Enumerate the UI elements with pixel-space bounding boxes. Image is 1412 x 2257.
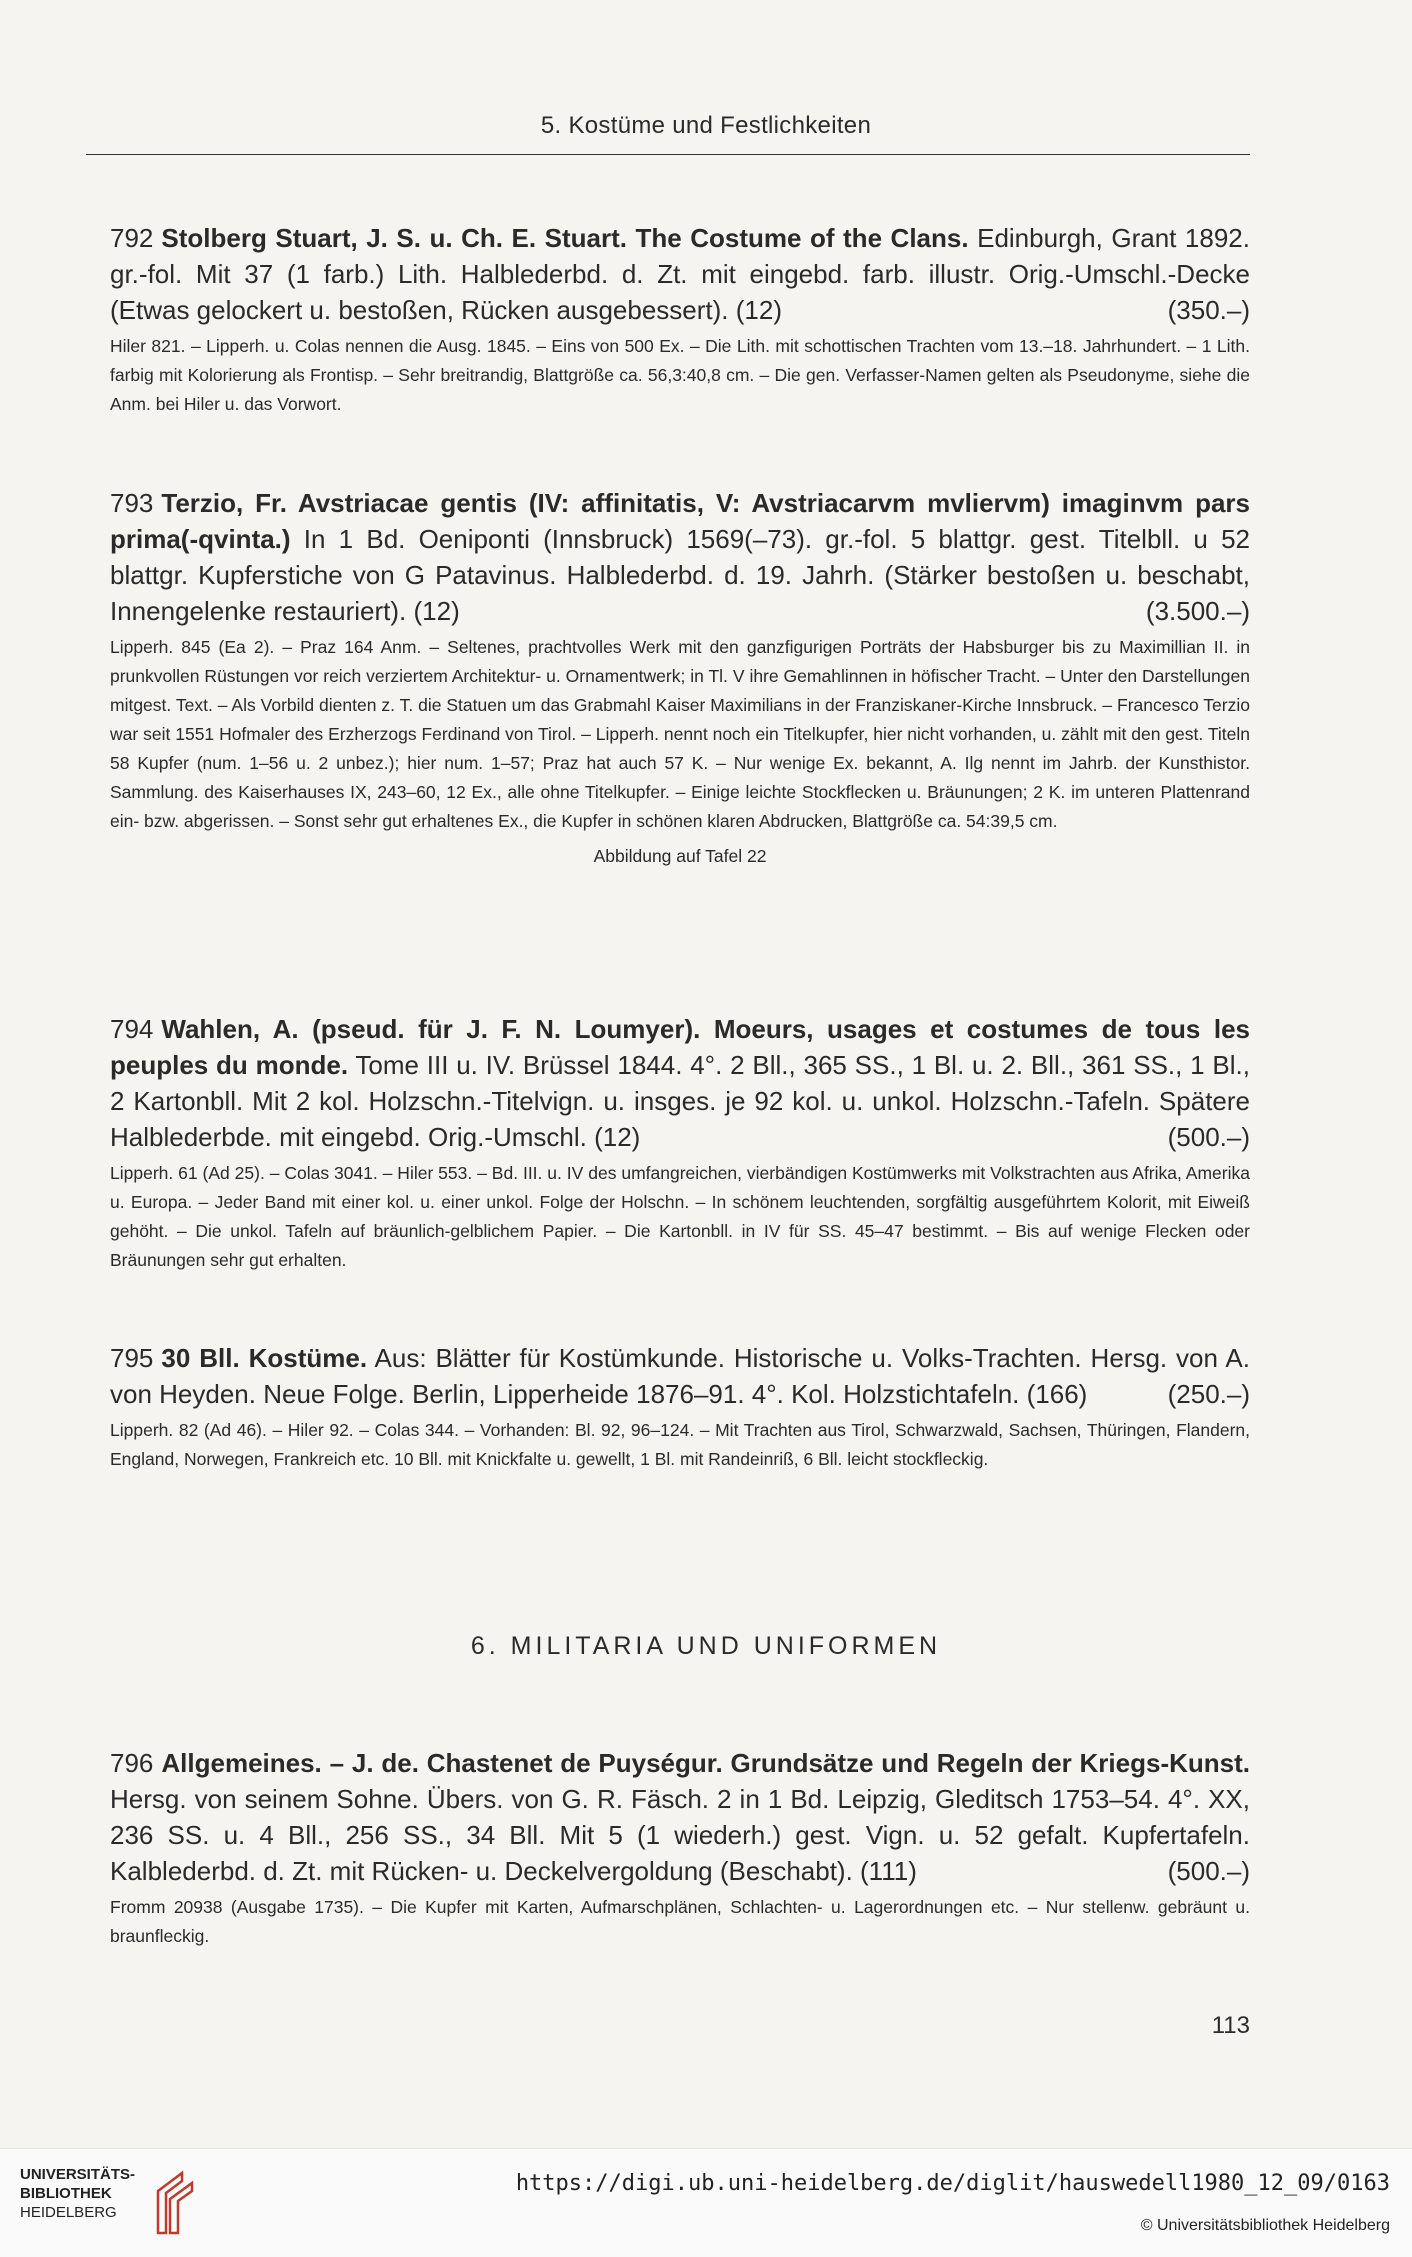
- catalog-entry-792: [110, 220, 1250, 419]
- entry-title: Wahlen, A. (pseud. für J. F. N. Loumyer). Moeurs, usages et costumes de tous les peuples du monde.: [110, 1014, 1250, 1080]
- entry-description: Aus: Blätter für Kostümkunde. Historische u. Volks-Trachten. Hersg. von A. von Heyden. Neue Folge. Berlin, Lipperheide 1876–91. 4°. Kol. Holzstichtafeln. (166): [110, 1343, 1250, 1409]
- catalog-entry-793: [110, 485, 1250, 867]
- catalog-entry-796: [110, 1745, 1250, 1951]
- entry-description: In 1 Bd. Oeniponti (Innsbruck) 1569(–73). gr.-fol. 5 blattgr. gest. Titelbll. u 52 blattgr. Kupferstiche von G Patavinus. Halblederbd. d. 19. Jahrh. (Stärker bestoßen u. beschabt, Innengelenke restauriert). (12): [110, 524, 1250, 626]
- entry-description: Tome III u. IV. Brüssel 1844. 4°. 2 Bll., 365 SS., 1 Bl. u. 2. Bll., 361 SS., 1 Bl., 2 Kartonbll. Mit 2 kol. Holzschn.-Titelvign. u. insges. je 92 kol. u. unkol. Holzschn.-Tafeln. Spätere Halblederbde. mit eingebd. Orig.-Umschl. (12): [110, 1050, 1250, 1152]
- entry-price: (500.–): [1167, 1856, 1250, 1886]
- entry-note: Lipperh. 845 (Ea 2). – Praz 164 Anm. – Seltenes, prachtvolles Werk mit den ganzfigurigen Porträts der Habsburger bis zu Maximillian II. in prunkvollen Rüstungen vor reich verziertem Architektur- u. Ornamentwerk; in Tl. V ihre Gemahlinnen in höfischer Tracht. – Unter den Darstellungen mitgest. Text. – Als Vorbild dienten z. T. die Statuen um das Grabmahl Kaiser Maximilians in der Franziskaner-Kirche Innsbruck. – Francesco Terzio war seit 1551 Hofmaler des Erzherzogs Ferdinand von Tirol. – Lipperh. nennt noch ein Titelkupfer, hier nicht vorhanden, u. zählt mit den gest. Titeln 58 Kupfer (num. 1–56 u. 2 unbez.); hier num. 1–57; Praz hat auch 57 K. – Nur wenige Ex. bekannt, A. Ilg nennt im Jahrb. der Kunsthistor. Sammlung. des Kaiserhauses IX, 243–60, 12 Ex., alle ohne Titelkupfer. – Einige leichte Stockflecken u. Bräunungen; 2 K. im unteren Plattenrand ein- bzw. abgerissen. – Sonst sehr gut erhaltenes Ex., die Kupfer in schönen klaren Abdrucken, Blattgröße ca. 54:39,5 cm.: [110, 637, 1250, 831]
- entry-number: 795: [110, 1343, 154, 1373]
- entry-description: Edinburgh, Grant 1892. gr.-fol. Mit 37 (1 farb.) Lith. Halblederbd. d. Zt. mit eingebd. farb. illustr. Orig.-Umschl.-Decke (Etwas gelockert u. bestoßen, Rücken ausgebessert). (12): [110, 223, 1250, 325]
- entry-price: (350.–): [1167, 295, 1250, 325]
- library-logo[interactable]: [20, 2165, 200, 2245]
- entry-title: Allgemeines. – J. de. Chastenet de Puységur. Grundsätze und Regeln der Kriegs-Kunst.: [161, 1748, 1250, 1778]
- logo-line-3: HEIDELBERG: [20, 2204, 117, 2221]
- entry-main: [110, 485, 1250, 629]
- entry-number: 792: [110, 223, 154, 253]
- entry-number: 794: [110, 1014, 154, 1044]
- catalog-entry-794: [110, 1011, 1250, 1275]
- entry-note: Lipperh. 82 (Ad 46). – Hiler 92. – Colas 344. – Vorhanden: Bl. 92, 96–124. – Mit Trachten aus Tirol, Schwarzwald, Sachsen, Thüringen, Flandern, England, Norwegen, Frankreich etc. 10 Bll. mit Knickfalte u. gewellt, 1 Bl. mit Randeinriß, 6 Bll. leicht stockfleckig.: [110, 1420, 1250, 1469]
- entry-number: 796: [110, 1748, 154, 1778]
- entry-title: 30 Bll. Kostüme.: [161, 1343, 368, 1373]
- entry-main: [110, 1011, 1250, 1155]
- logo-line-2: BIBLIOTHEK: [20, 2185, 112, 2202]
- copyright-notice: © Universitätsbibliothek Heidelberg: [1140, 2217, 1390, 2234]
- source-url-link[interactable]: https://digi.ub.uni-heidelberg.de/diglit/hauswedell1980_12_09/0163: [515, 2171, 1390, 2196]
- entry-main: [110, 220, 1250, 328]
- entry-note: Lipperh. 61 (Ad 25). – Colas 3041. – Hiler 553. – Bd. III. u. IV des umfangreichen, vierbändigen Kostümwerks mit Volkstrachten aus Afrika, Amerika u. Europa. – Jeder Band mit einer kol. u. einer unkol. Folge der Holschn. – In schönem leuchtenden, sorgfältig ausgeführtem Kolorit, mit Eiweiß gehöht. – Die unkol. Tafeln auf bräunlich-gelblichem Papier. – Die Kartonbll. in IV für SS. 45–47 bestimmt. – Bis auf wenige Flecken oder Bräunungen sehr gut erhalten.: [110, 1163, 1250, 1270]
- entry-main: [110, 1340, 1250, 1412]
- running-header: 5. Kostüme und Festlichkeiten: [540, 112, 872, 139]
- figure-reference: Abbildung auf Tafel 22: [593, 846, 767, 866]
- entry-title: Terzio, Fr. Avstriacae gentis (IV: affinitatis, V: Avstriacarvm mvliervm) imaginvm pars prima(-qvinta.): [110, 488, 1250, 554]
- library-footer: [0, 2148, 1412, 2257]
- logo-line-1: UNIVERSITÄTS-: [20, 2166, 136, 2183]
- entry-number: 793: [110, 488, 154, 518]
- header-rule: [86, 154, 1250, 155]
- entry-main: [110, 1745, 1250, 1889]
- library-emblem-icon: [152, 2169, 198, 2237]
- entry-note: Hiler 821. – Lipperh. u. Colas nennen die Ausg. 1845. – Eins von 500 Ex. – Die Lith. mit schottischen Trachten vom 13.–18. Jahrhundert. – 1 Lith. farbig mit Kolorierung als Frontisp. – Sehr breitrandig, Blattgröße ca. 56,3:40,8 cm. – Die gen. Verfasser-Namen gelten als Pseudonyme, siehe die Anm. bei Hiler u. das Vorwort.: [110, 336, 1250, 414]
- entry-price: (250.–): [1167, 1379, 1250, 1409]
- entry-description: Hersg. von seinem Sohne. Übers. von G. R. Fäsch. 2 in 1 Bd. Leipzig, Gleditsch 1753–54. 4°. XX, 236 SS. u. 4 Bll., 256 SS., 34 Bll. Mit 5 (1 wiederh.) gest. Vign. u. 52 gefalt. Kupfertafeln. Kalblederbd. d. Zt. mit Rücken- u. Deckelvergoldung (Beschabt). (111): [110, 1784, 1250, 1886]
- entry-title: Stolberg Stuart, J. S. u. Ch. E. Stuart. The Costume of the Clans.: [161, 223, 969, 253]
- entry-price: (500.–): [1167, 1122, 1250, 1152]
- entry-note: Fromm 20938 (Ausgabe 1735). – Die Kupfer mit Karten, Aufmarschplänen, Schlachten- u. Lagerordnungen etc. – Nur stellenw. gebräunt u. braunfleckig.: [110, 1897, 1250, 1946]
- page-number: 113: [1211, 2012, 1250, 2039]
- section-heading: 6. MILITARIA UND UNIFORMEN: [470, 1632, 942, 1660]
- catalog-entry-795: [110, 1340, 1250, 1474]
- logo-text: [20, 2165, 135, 2222]
- entry-price: (3.500.–): [1145, 596, 1250, 626]
